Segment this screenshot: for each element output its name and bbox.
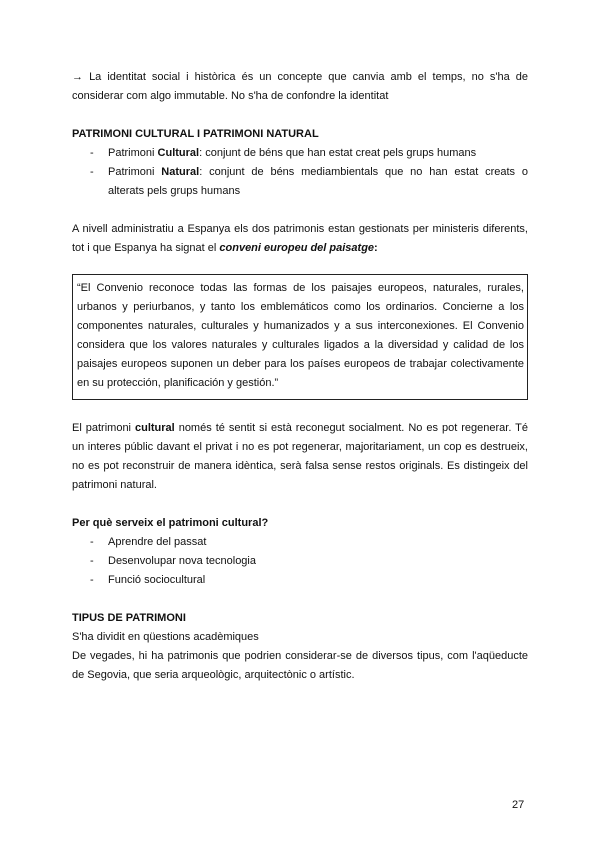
dash-bullet: - xyxy=(90,555,94,567)
tipus-line-2: De vegades, hi ha patrimonis que podrien considerar-se de diversos tipus, com l'aqüeducte xyxy=(72,650,528,662)
page-number: 27 xyxy=(512,799,525,811)
quote-line: considera que los valores naturales y culturales ligados a la diversidad y calidad de los xyxy=(77,339,524,351)
dash-bullet: - xyxy=(90,536,94,548)
arrow-icon: → xyxy=(72,71,83,83)
section-heading-serveix: Per què serveix el patrimoni cultural? xyxy=(72,517,269,529)
serveix-list xyxy=(72,533,528,590)
admin-line-1: A nivell administratiu a Espanya els dos patrimonis estan gestionats per ministeris diferents, xyxy=(72,223,528,235)
quote-line: en su protección, planificación y gestión.” xyxy=(77,377,279,389)
cultural-line-2: un interes públic davant el privat i no es pot regenerar, majoritariament, un cop es destrueix, xyxy=(72,441,528,453)
list-item: - Patrimoni Natural: conjunt de béns mediambientals que no han estat creats o alterats pels grups humans xyxy=(72,163,528,201)
patrimoni-list xyxy=(72,144,528,201)
tipus-line-3: de Segovia, que seria arqueològic, arquitectònic o artístic. xyxy=(72,669,355,681)
dash-bullet: - xyxy=(90,166,94,178)
cultural-line-1: El patrimoni cultural només té sentit si està reconegut socialment. No es pot regenerar. Té xyxy=(72,422,528,434)
conveni-emphasis: conveni europeu del paisatge xyxy=(219,242,375,254)
document-page xyxy=(72,68,528,685)
quote-box xyxy=(72,274,528,400)
quote-line: componentes naturales, culturales y humanizados y a sus interconexiones. El Convenio xyxy=(77,320,524,332)
cultural-line-4: patrimoni natural. xyxy=(72,479,157,491)
list-item: - Desenvolupar nova tecnologia xyxy=(72,552,528,571)
dash-bullet: - xyxy=(90,147,94,159)
section-heading-tipus: TIPUS DE PATRIMONI xyxy=(72,612,186,624)
cultural-line-3: no es pot reconstruir de manera idèntica, serà falsa sense restos originals. Es distingeix del xyxy=(72,460,528,472)
section-heading-patrimoni: PATRIMONI CULTURAL I PATRIMONI NATURAL xyxy=(72,128,319,140)
quote-line: urbanos y periurbanos, y tanto los emblemáticos como los ordinarios. Concierne a los xyxy=(77,301,524,313)
quote-line: paisajes europeos suponen un deber para los países europeos de trabajar colectivamente xyxy=(77,358,524,370)
dash-bullet: - xyxy=(90,574,94,586)
intro-line-1: → La identitat social i històrica és un concepte que canvia amb el temps, no s'ha de xyxy=(72,71,529,83)
tipus-line-1: S'ha dividit en qüestions acadèmiques xyxy=(72,631,259,643)
list-item: - Aprendre del passat xyxy=(72,533,528,552)
list-item: - Patrimoni Cultural: conjunt de béns que han estat creat pels grups humans xyxy=(72,144,528,163)
list-item: - Funció sociocultural xyxy=(72,571,528,590)
intro-line-2: considerar com algo immutable. No s'ha de confondre la identitat xyxy=(72,90,389,102)
admin-line-2: tot i que Espanya ha signat el conveni europeu del paisatge: xyxy=(72,242,378,254)
quote-line: “El Convenio reconoce todas las formas de los paisajes europeos, naturales, rurales, xyxy=(77,282,524,294)
